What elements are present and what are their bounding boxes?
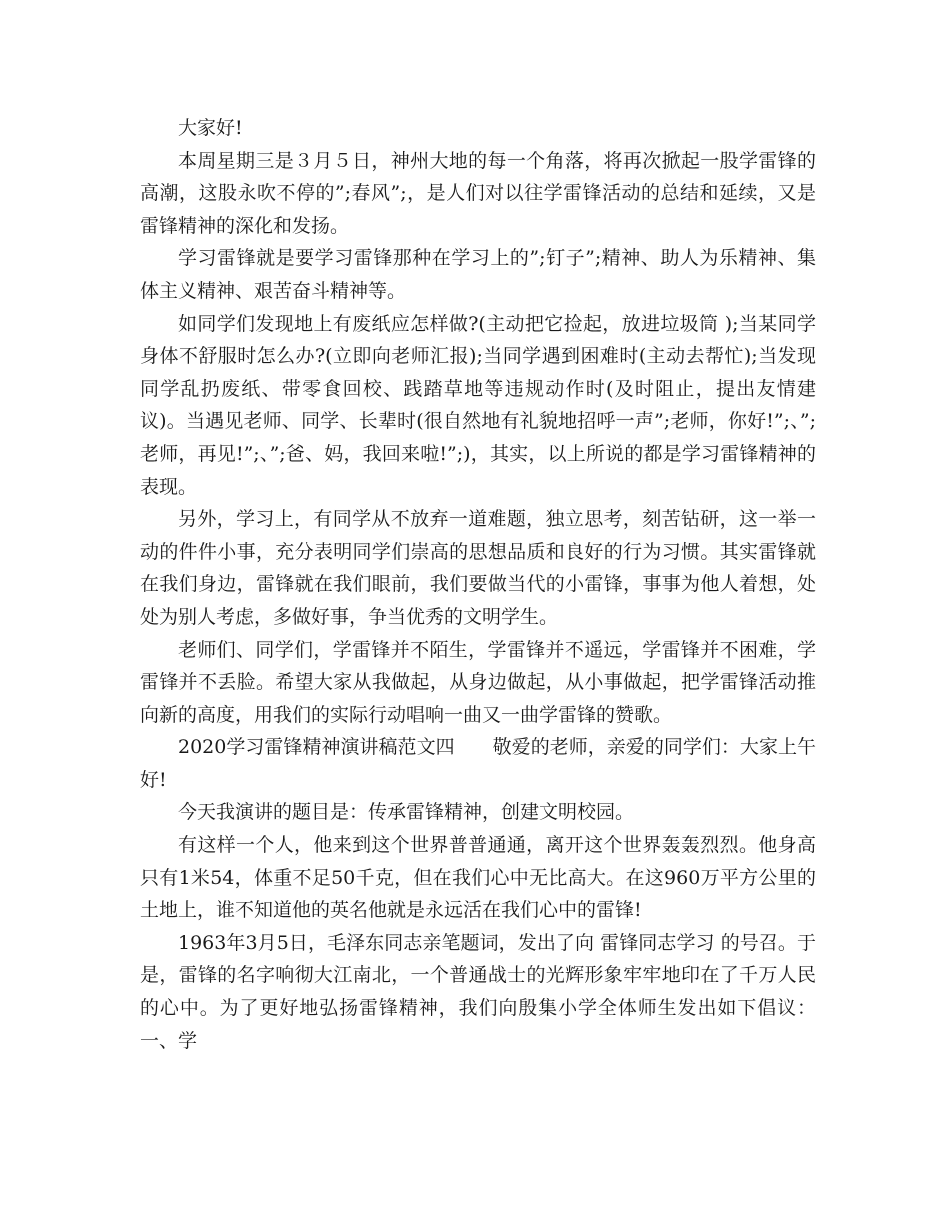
document-body [140,112,816,1057]
paragraph-examples: 如同学们发现地上有废纸应怎样做?(主动把它捡起，放进垃圾筒 );当某同学身体不舒服时怎么办?(立即向老师汇报);当同学遇到困难时(主动去帮忙);当发现同学乱扔废纸、带零食回校、践踏草地等违规动作时(及时阻止，提出友情建议)。当遇见老师、同学、长辈时(很自然地有礼貌地招呼一声”;老师，你好!”;、”;老师，再见!”;、”;爸、妈，我回来啦!”;)，其实，以上所说的都是学习雷锋精神的表现。 [140,312,816,498]
paragraph-learning-spirit: 学习雷锋就是要学习雷锋那种在学习上的”;钉子”;精神、助人为乐精神、集体主义精神、艰苦奋斗精神等。 [140,247,816,302]
paragraph-study-habits: 另外，学习上，有同学从不放弃一道难题，独立思考，刻苦钻研，这一举一动的件件小事，充分表明同学们崇高的思想品质和良好的行为习惯。其实雷锋就在我们身边，雷锋就在我们眼前，我们要做当代的小雷锋，事事为他人着想，处处为别人考虑，多做好事，争当优秀的文明学生。 [140,508,816,628]
paragraph-speech-four-heading: 2020学习雷锋精神演讲稿范文四 敬爱的老师，亲爱的同学们：大家上午好! [140,736,816,791]
paragraph-1963-history: 1963年3月5日，毛泽东同志亲笔题词，发出了向 雷锋同志学习 的号召。于是，雷锋的名字响彻大江南北，一个普通战士的光辉形象牢牢地印在了千万人民的心中。为了更好地弘扬雷锋精神，我们向殷集小学全体师生发出如下倡议：一、学 [140,931,816,1052]
paragraph-march-fifth: 本周星期三是３月５日，神州大地的每一个角落，将再次掀起一股学雷锋的高潮，这股永吹不停的”;春风”;，是人们对以往学雷锋活动的总结和延续，又是雷锋精神的深化和发扬。 [140,149,816,237]
paragraph-greeting: 大家好! [178,117,243,139]
paragraph-lei-feng-intro: 有这样一个人，他来到这个世界普普通通，离开这个世界轰轰烈烈。他身高只有1米54，体重不足50千克，但在我们心中无比高大。在这960万平方公里的土地上，谁不知道他的英名他就是永远活在我们心中的雷锋! [140,834,816,922]
paragraph-call-to-action: 老师们、同学们，学雷锋并不陌生，学雷锋并不遥远，学雷锋并不困难，学雷锋并不丢脸。希望大家从我做起，从身边做起，从小事做起，把学雷锋活动推向新的高度，用我们的实际行动唱响一曲又一曲学雷锋的赞歌。 [140,638,816,726]
paragraph-speech-topic: 今天我演讲的题目是：传承雷锋精神，创建文明校园。 [178,801,635,824]
